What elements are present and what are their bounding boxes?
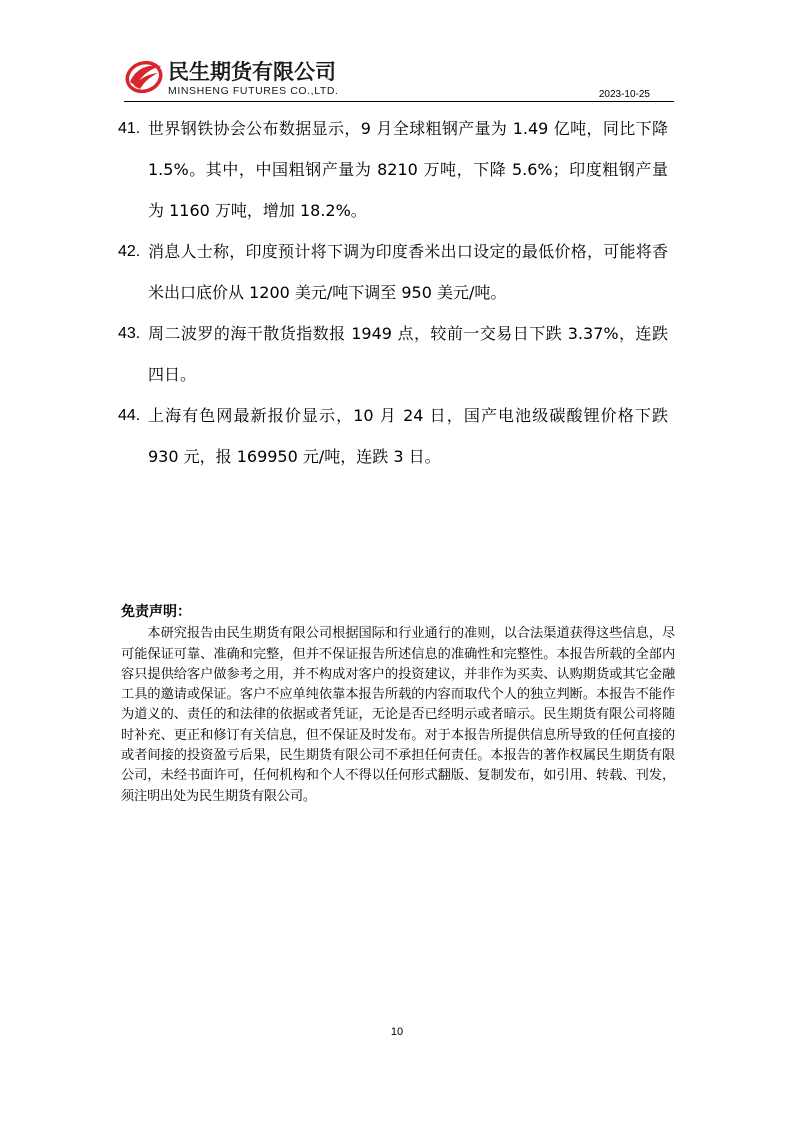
disclaimer-section	[121, 602, 675, 807]
news-item	[118, 395, 678, 477]
news-list	[118, 108, 678, 477]
company-name-cn: 民生期货有限公司	[168, 60, 336, 84]
disclaimer-title: 免责声明：	[121, 604, 191, 620]
news-number: 42.	[118, 243, 141, 260]
news-item	[118, 108, 678, 231]
page-number: 10	[390, 1026, 404, 1038]
news-text: 消息人士称，印度预计将下调为印度香米出口设定的最低价格，可能将香米出口底价从 1200 美元/吨下调至 950 美元/吨。	[148, 242, 668, 302]
news-number: 44.	[118, 407, 141, 424]
news-text: 世界钢铁协会公布数据显示，9 月全球粗钢产量为 1.49 亿吨，同比下降 1.5%。其中，中国粗钢产量为 8210 万吨，下降 5.6%；印度粗钢产量为 1160 万吨，增加 18.2%。	[148, 119, 668, 220]
report-date: 2023-10-25	[598, 89, 650, 100]
news-number: 43.	[118, 325, 141, 342]
header-divider	[124, 101, 674, 102]
news-text: 上海有色网最新报价显示，10 月 24 日，国产电池级碳酸锂价格下跌 930 元，报 169950 元/吨，连跌 3 日。	[148, 406, 668, 466]
company-name-en: MINSHENG FUTURES CO.,LTD.	[168, 85, 339, 97]
minsheng-logo-icon	[124, 56, 164, 96]
news-item	[118, 313, 678, 395]
disclaimer-body: 本研究报告由民生期货有限公司根据国际和行业通行的准则，以合法渠道获得这些信息，尽可能保证可靠、准确和完整，但并不保证报告所述信息的准确性和完整性。本报告所载的全部内容只提供给客户做参考之用，并不构成对客户的投资建议，并非作为买卖、认购期货或其它金融工具的邀请或保证。客户不应单纯依靠本报告所载的内容而取代个人的独立判断。本报告不能作为道义的、责任的和法律的依据或者凭证，无论是否已经明示或者暗示。民生期货有限公司将随时补充、更正和修订有关信息，但不保证及时发布。对于本报告所提供信息所导致的任何直接的或者间接的投资盈亏后果，民生期货有限公司不承担任何责任。本报告的著作权属民生期货有限公司，未经书面许可，任何机构和个人不得以任何形式翻版、复制发布，如引用、转载、刊发，须注明出处为民生期货有限公司。	[121, 626, 675, 804]
page-header	[124, 52, 674, 102]
news-text: 周二波罗的海干散货指数报 1949 点，较前一交易日下跌 3.37%，连跌四日。	[148, 324, 668, 384]
news-number: 41.	[118, 120, 141, 137]
news-item	[118, 231, 678, 313]
